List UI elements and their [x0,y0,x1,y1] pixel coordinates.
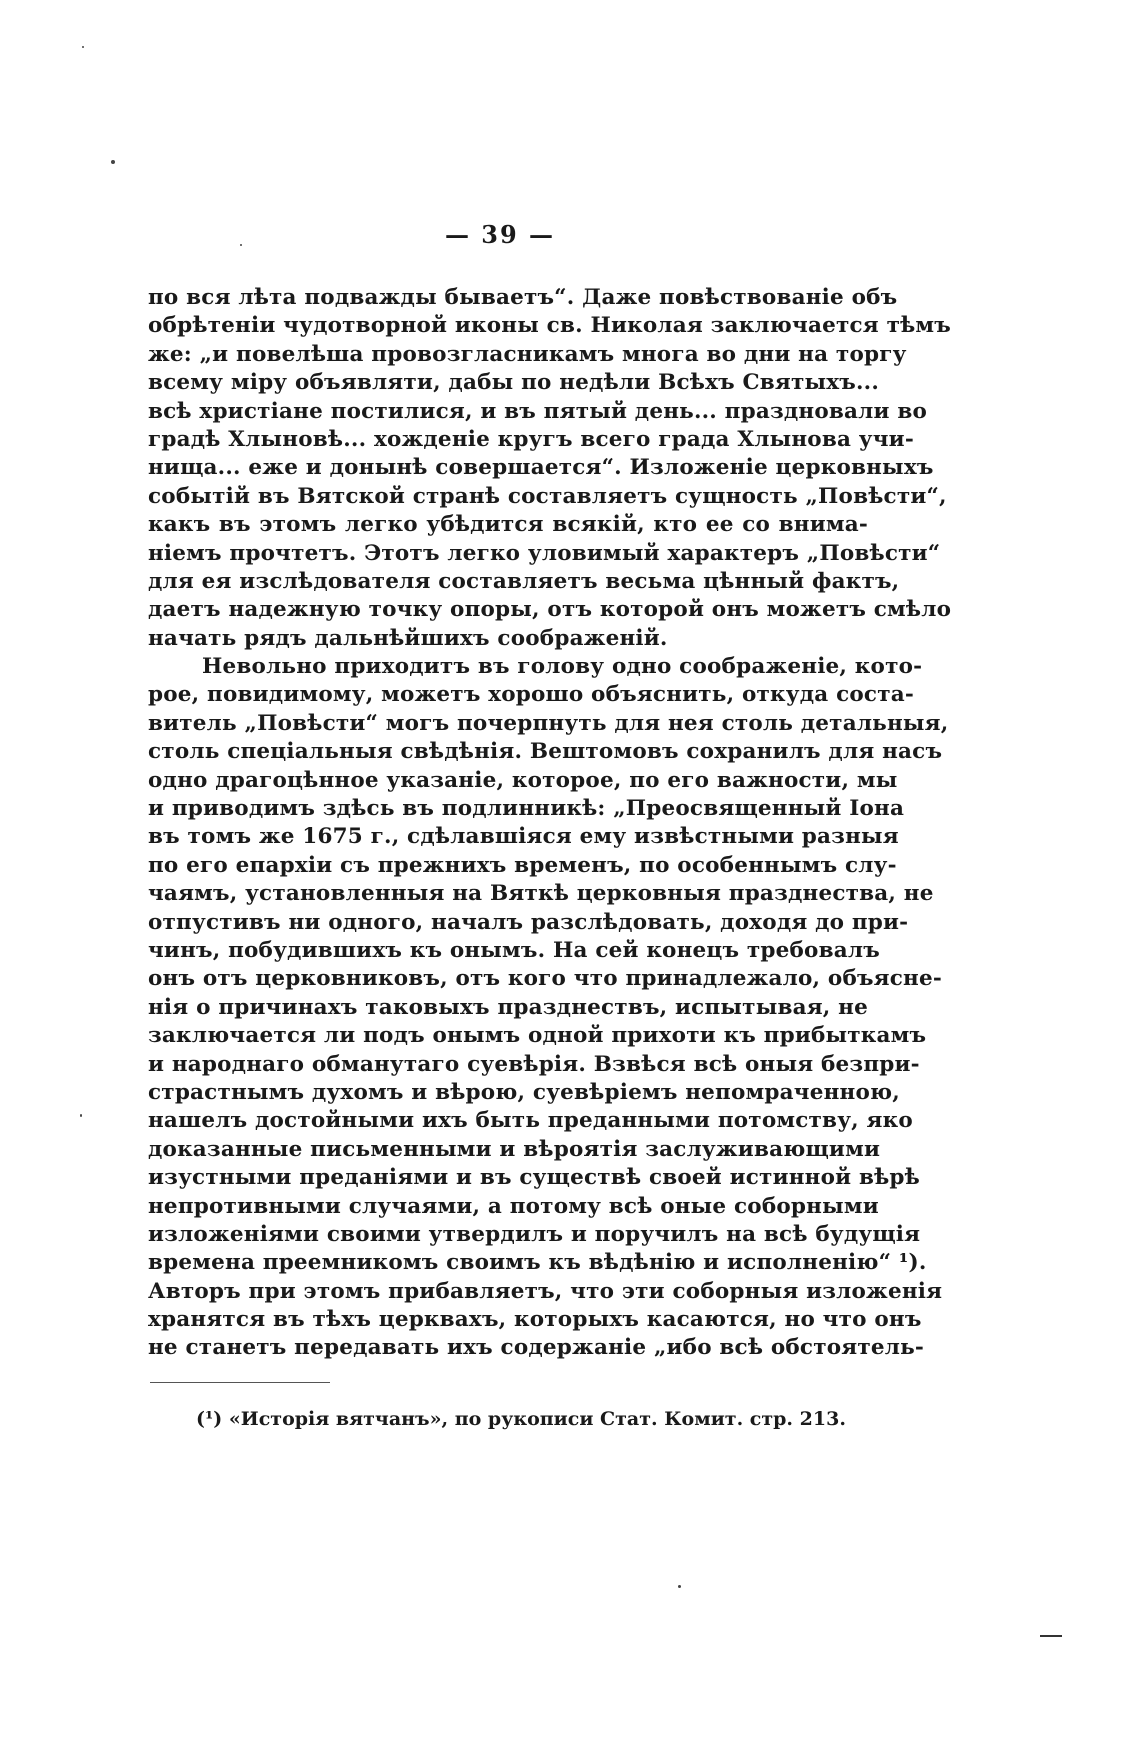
paragraph-start-line: Невольно приходитъ въ голову одно соображеніе, кото- [202,654,923,680]
text-line: какъ въ этомъ легко убѣдится всякій, кто ее со внима- [148,512,868,538]
text-line: въ томъ же 1675 г., сдѣлавшіяся ему извѣстными разныя [148,824,899,850]
text-line: времена преемникомъ своимъ къ вѣдѣнію и исполненію“ ¹). [148,1250,927,1276]
text-line: изустными преданіями и въ существѣ своей истинной вѣрѣ [148,1165,920,1191]
scan-speck [82,46,84,48]
text-line: градѣ Хлыновѣ... хожденіе кругъ всего града Хлынова учи- [148,426,914,452]
text-line: всѣ христіане постилися, и въ пятый день... праздновали во [148,398,928,424]
text-line: одно драгоцѣнное указаніе, которое, по его важности, мы [148,767,898,793]
text-line: и приводимъ здѣсь въ подлинникѣ: „Преосвященный Іона [148,796,905,822]
text-line: нища... еже и донынѣ совершается“. Изложеніе церковныхъ [148,455,934,481]
page-number: — 39 — [444,220,556,249]
text-line: отпустивъ ни одного, началъ разслѣдовать, доходя до при- [148,909,909,935]
text-line: витель „Повѣсти“ могъ почерпнуть для нея столь детальныя, [148,710,949,736]
text-line: и народнаго обманутаго суевѣрія. Взвѣся всѣ оныя безпри- [148,1051,920,1077]
text-line: ніемъ прочтетъ. Этотъ легко уловимый характеръ „Повѣсти“ [148,540,941,566]
scan-speck [111,160,115,164]
text-line: нашелъ достойными ихъ быть преданными потомству, яко [148,1108,913,1134]
text-line: страстнымъ духомъ и вѣрою, суевѣріемъ непомраченною, [148,1079,900,1105]
text-line: обрѣтеніи чудотворной иконы св. Николая заключается тѣмъ [148,313,951,339]
text-line: хранятся въ тѣхъ церквахъ, которыхъ касаются, но что онъ [148,1307,922,1333]
text-line: чинъ, побудившихъ къ онымъ. На сей конецъ требовалъ [148,937,880,963]
text-line: по вся лѣта подважды бываетъ“. Даже повѣствованіе объ [148,285,898,310]
text-line: начать рядъ дальнѣйшихъ соображеній. [148,625,668,651]
text-line: не станетъ передавать ихъ содержаніе „ибо всѣ обстоятель- [148,1335,925,1361]
text-line: нія о причинахъ таковыхъ празднествъ, испытывая, не [148,994,868,1020]
text-line: событій въ Вятской странѣ составляетъ сущность „Повѣсти“, [148,483,947,509]
text-line: чаямъ, установленныя на Вяткѣ церковныя празднества, не [148,881,934,907]
text-line: изложеніями своими утвердилъ и поручилъ на всѣ будущія [148,1221,921,1247]
text-line: для ея изслѣдователя составляетъ весьма цѣнный фактъ, [148,568,900,594]
text-line: непротивными случаями, а потому всѣ оные соборными [148,1193,879,1219]
footnote-divider [150,1382,330,1383]
scan-speck [678,1585,681,1588]
text-line: онъ отъ церковниковъ, отъ кого что принадлежало, объясне- [148,966,942,992]
scan-mark [1040,1635,1062,1637]
text-line: заключается ли подъ онымъ одной прихоти къ прибыткамъ [148,1023,927,1049]
text-line: рое, повидимому, можетъ хорошо объяснить, откуда соста- [148,682,914,708]
scan-speck [240,244,242,246]
text-line: по его епархіи съ прежнихъ временъ, по особеннымъ слу- [148,852,897,878]
scan-speck [80,1114,82,1117]
text-line: даетъ надежную точку опоры, отъ которой онъ можетъ смѣло [148,597,952,623]
text-line: столь спеціальныя свѣдѣнія. Вештомовъ сохранилъ для насъ [148,739,943,765]
main-text [148,284,952,1363]
text-line: всему міру объявляти, дабы по недѣли Всѣхъ Святыхъ... [148,370,880,396]
text-line: доказанные письменными и вѣроятія заслуживающими [148,1136,881,1162]
footnote: (¹) «Исторія вятчанъ», по рукописи Стат. Комит. стр. 213. [196,1408,846,1430]
text-line: же: „и повелѣша провозгласникамъ многа во дни на торгу [148,341,907,367]
text-line: Авторъ при этомъ прибавляетъ, что эти соборныя изложенія [148,1278,943,1304]
